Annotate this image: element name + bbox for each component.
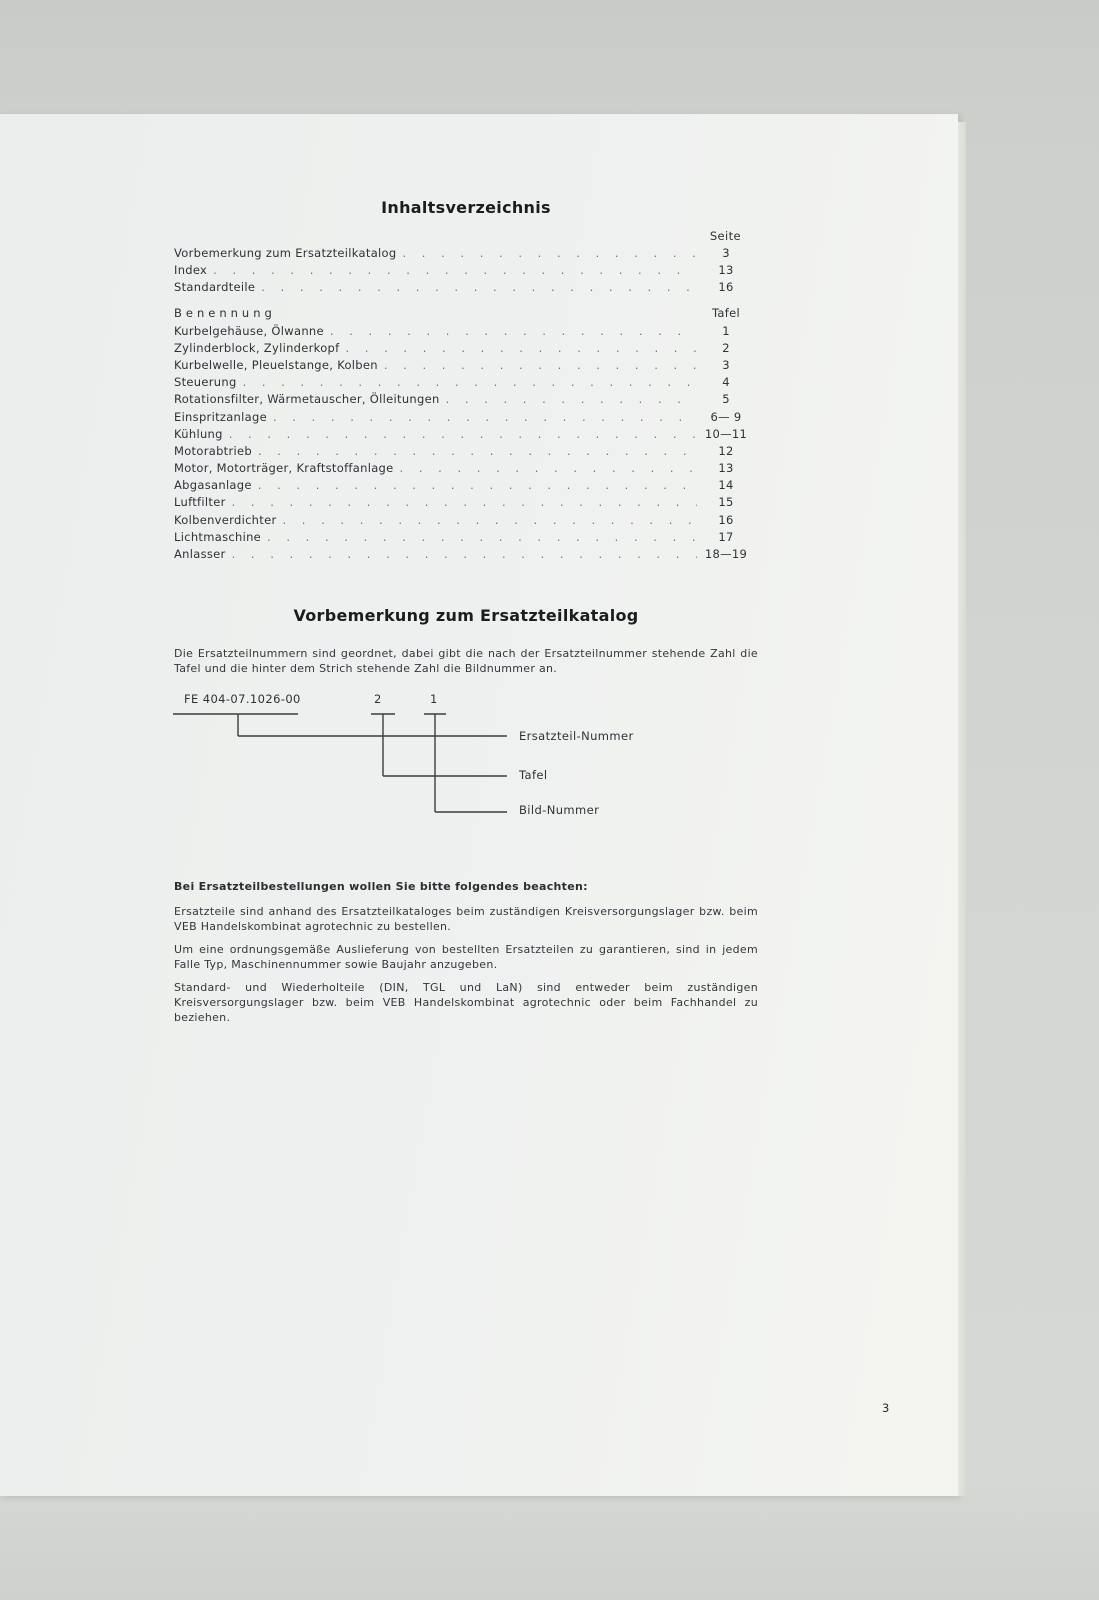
- toc-row-page: 18—19: [704, 547, 748, 561]
- leader-dots: [384, 357, 697, 374]
- toc-row-page: 2: [722, 340, 730, 355]
- toc-row-page: 6— 9: [710, 409, 742, 424]
- toc-row: [174, 529, 755, 546]
- toc-row: [174, 409, 755, 426]
- toc-row-page: 12: [718, 443, 734, 458]
- toc-row-page: 4: [722, 375, 730, 390]
- toc-row-label: Anlasser: [174, 547, 226, 561]
- toc-row-label: Index: [174, 263, 208, 278]
- leader-dots: [267, 529, 697, 546]
- toc-title: Inhaltsverzeichnis: [381, 198, 551, 217]
- ordering-heading: Bei Ersatzteilbestellungen wollen Sie bitte folgendes beachten:: [174, 880, 588, 893]
- toc-row-page: 13: [718, 263, 734, 278]
- leader-dots: [258, 477, 697, 494]
- toc-row: [174, 443, 755, 460]
- toc-row: [174, 546, 755, 563]
- toc-row-label: Luftfilter: [174, 495, 226, 510]
- leader-dots: [402, 245, 697, 262]
- toc-row-label: Kurbelgehäuse, Ölwanne: [174, 323, 324, 338]
- toc-row-page: 16: [718, 280, 734, 295]
- toc-row-label: Lichtmaschine: [174, 529, 262, 544]
- section-column-header: Tafel: [712, 305, 740, 320]
- toc-row: [174, 357, 755, 374]
- leader-dots: [213, 262, 697, 279]
- part-number-diagram: [0, 684, 932, 844]
- toc-row-page: 3: [722, 246, 730, 260]
- section-label: Benennung: [174, 305, 276, 320]
- preface-text: Die Ersatzteilnummern sind geordnet, dabei gibt die nach der Ersatzteilnummer stehende Zahl die Tafel und die hinter dem Strich stehende Zahl die Bildnummer an.: [174, 647, 758, 675]
- diagram-bild-value: 1: [430, 692, 438, 706]
- toc-row-page: 15: [718, 495, 734, 510]
- toc-row-label: Rotationsfilter, Wärmetauscher, Ölleitungen: [174, 392, 440, 407]
- diagram-connector-lines: [0, 684, 560, 844]
- toc-row-label: Abgasanlage: [174, 478, 252, 493]
- toc-row-page: 1: [722, 323, 730, 338]
- ordering-paragraph: Um eine ordnungsgemäße Auslieferung von bestellten Ersatzteilen zu garantieren, sind in jedem Falle Typ, Maschinennummer sowie Baujahr anzugeben.: [174, 943, 758, 971]
- leader-dots: [232, 494, 697, 511]
- toc-row-page: 5: [722, 392, 730, 407]
- diagram-label-tafel: Tafel: [519, 768, 548, 782]
- toc-row: [174, 279, 755, 296]
- toc-row-label: Kolbenverdichter: [174, 512, 277, 527]
- toc-row-label: Steuerung: [174, 375, 237, 390]
- toc-row: [174, 460, 755, 477]
- ordering-paragraph: Standard- und Wiederholteile (DIN, TGL und LaN) sind entweder beim zuständigen Kreisversorgungslager bzw. beim VEB Handelskombinat agrotechnic oder beim Fachhandel zu beziehen.: [174, 981, 758, 1024]
- toc-row: [174, 494, 755, 511]
- toc-row-page: 3: [722, 357, 730, 372]
- leader-dots: [273, 409, 697, 426]
- toc-section-header: [174, 303, 755, 323]
- leader-dots: [229, 426, 697, 443]
- diagram-part-number: FE 404-07.1026-00: [184, 692, 301, 706]
- toc-row-label: Kurbelwelle, Pleuelstange, Kolben: [174, 357, 378, 372]
- toc-row-label: Motorabtrieb: [174, 443, 252, 458]
- diagram-label-bild-number: Bild-Nummer: [519, 803, 600, 817]
- toc-row-page: 10—11: [704, 426, 748, 441]
- toc-row-label: Einspritzanlage: [174, 409, 267, 424]
- toc-row-page: 14: [718, 478, 734, 493]
- toc-row: [174, 374, 755, 391]
- toc-row: [174, 340, 755, 357]
- toc-row: [174, 391, 755, 408]
- leader-dots: [261, 279, 697, 296]
- leader-dots: [232, 546, 697, 563]
- leader-dots: [258, 443, 697, 460]
- leader-dots: [243, 374, 697, 391]
- toc-row-label: Zylinderblock, Zylinderkopf: [174, 340, 340, 355]
- toc-row: [174, 323, 755, 340]
- toc-row: [174, 512, 755, 529]
- catalog-page: [0, 114, 958, 1496]
- ordering-paragraph: Ersatzteile sind anhand des Ersatzteilkataloges beim zuständigen Kreisversorgungslager bzw. beim VEB Handelskombinat agrotechnic zu bestellen.: [174, 905, 758, 933]
- diagram-tafel-value: 2: [374, 692, 382, 706]
- toc-row-label: Standardteile: [174, 280, 256, 295]
- toc-row-label: Vorbemerkung zum Ersatzteilkatalog: [174, 246, 397, 260]
- leader-dots: [283, 512, 698, 529]
- leader-dots: [446, 391, 697, 408]
- toc-row-page: 17: [718, 529, 734, 544]
- leader-dots: [330, 323, 697, 340]
- toc-row-label: Motor, Motorträger, Kraftstoffanlage: [174, 461, 394, 476]
- toc-row: [174, 245, 755, 262]
- leader-dots: [400, 460, 697, 477]
- toc-row-page: 16: [718, 512, 734, 527]
- preface-title: Vorbemerkung zum Ersatzteilkatalog: [293, 606, 639, 625]
- page-number: 3: [882, 1401, 890, 1415]
- page-edge: [958, 122, 966, 1496]
- toc-row: [174, 426, 755, 443]
- toc-page-column-header: Seite: [709, 229, 741, 243]
- table-of-contents: [174, 228, 755, 563]
- diagram-label-part-number: Ersatzteil-Nummer: [519, 729, 634, 743]
- toc-row-page: 13: [718, 461, 734, 476]
- toc-row: [174, 477, 755, 494]
- toc-row: [174, 262, 755, 279]
- toc-row-label: Kühlung: [174, 426, 223, 441]
- leader-dots: [346, 340, 698, 357]
